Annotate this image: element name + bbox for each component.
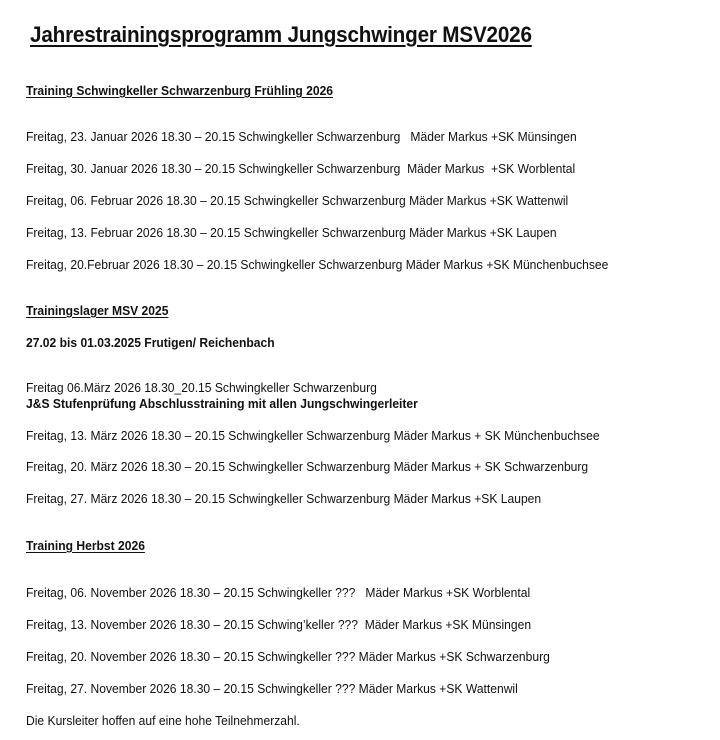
section-heading-camp: Trainingslager MSV 2025 [26,303,169,318]
section-heading-autumn: Training Herbst 2026 [26,538,145,553]
special-training-note: J&S Stufenprüfung Abschlusstraining mit allen Jungschwingerleiter [26,396,418,411]
schedule-entry: Freitag, 23. Januar 2026 18.30 – 20.15 Schwingkeller Schwarzenburg Mäder Markus +SK Münsingen [26,129,577,144]
schedule-entry: Freitag, 20. März 2026 18.30 – 20.15 Schwingkeller Schwarzenburg Mäder Markus + SK Schwarzenburg [26,459,589,474]
schedule-entry: Freitag, 27. November 2026 18.30 – 20.15 Schwingkeller ??? Mäder Markus +SK Wattenwil [26,681,518,696]
schedule-entry: Freitag, 20. November 2026 18.30 – 20.15 Schwingkeller ??? Mäder Markus +SK Schwarzenburg [26,649,550,664]
document-title: Jahrestrainingsprogramm Jungschwinger MSV2026 [30,22,532,47]
schedule-entry: Freitag, 06. November 2026 18.30 – 20.15 Schwingkeller ??? Mäder Markus +SK Worblental [26,585,531,600]
schedule-entry: Freitag, 13. März 2026 18.30 – 20.15 Schwingkeller Schwarzenburg Mäder Markus + SK Münchenbuchsee [26,428,600,443]
special-training-line: Freitag 06.März 2026 18.30_20.15 Schwingkeller Schwarzenburg [26,380,377,395]
camp-dates: 27.02 bis 01.03.2025 Frutigen/ Reichenbach [26,335,275,350]
schedule-entry: Freitag, 06. Februar 2026 18.30 – 20.15 Schwingkeller Schwarzenburg Mäder Markus +SK Wattenwil [26,193,569,208]
schedule-entry: Freitag, 27. März 2026 18.30 – 20.15 Schwingkeller Schwarzenburg Mäder Markus +SK Laupen [26,491,542,506]
closing-note: Die Kursleiter hoffen auf eine hohe Teilnehmerzahl. [26,713,300,728]
schedule-entry: Freitag, 30. Januar 2026 18.30 – 20.15 Schwingkeller Schwarzenburg Mäder Markus +SK Worblental [26,161,576,176]
schedule-entry: Freitag, 20.Februar 2026 18.30 – 20.15 Schwingkeller Schwarzenburg Mäder Markus +SK Münchenbuchsee [26,257,609,272]
schedule-entry: Freitag, 13. November 2026 18.30 – 20.15 Schwing’keller ??? Mäder Markus +SK Münsingen [26,617,532,632]
section-heading-spring: Training Schwingkeller Schwarzenburg Frühling 2026 [26,83,334,98]
schedule-entry: Freitag, 13. Februar 2026 18.30 – 20.15 Schwingkeller Schwarzenburg Mäder Markus +SK Laupen [26,225,557,240]
